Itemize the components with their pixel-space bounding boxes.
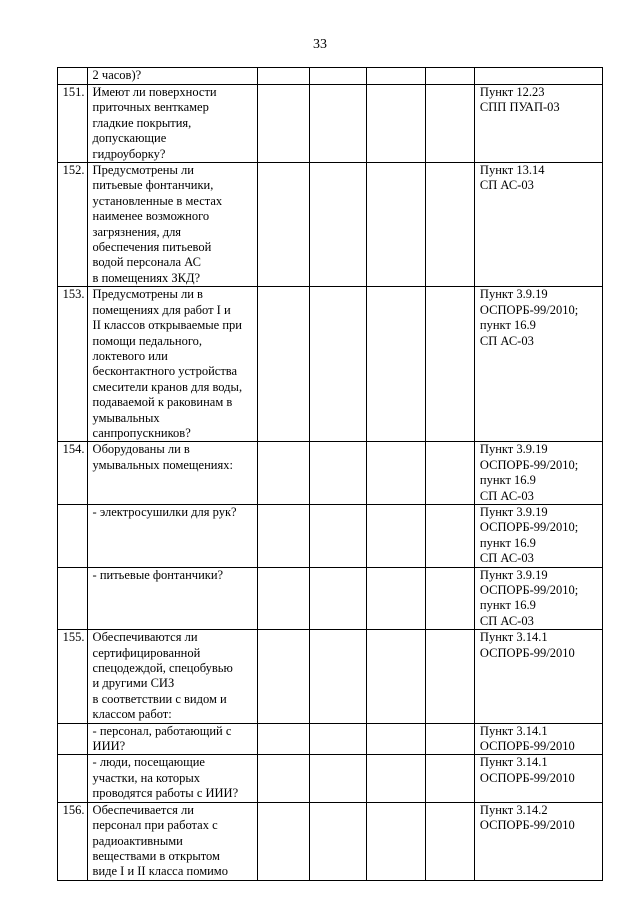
- row-number: 152.: [58, 163, 88, 287]
- reference-cell: Пункт 12.23 СПП ПУАП-03: [474, 85, 602, 163]
- answer-cell-na: [366, 504, 425, 567]
- question-cell: - персонал, работающий с ИИИ?: [87, 723, 258, 755]
- row-number: [58, 755, 88, 802]
- reference-cell: Пункт 13.14 СП АС-03: [474, 163, 602, 287]
- answer-cell-no: [309, 68, 366, 85]
- table-row: [58, 567, 603, 630]
- reference-cell: Пункт 3.9.19 ОСПОРБ-99/2010; пункт 16.9 СП АС-03: [474, 442, 602, 505]
- reference-cell: Пункт 3.9.19 ОСПОРБ-99/2010; пункт 16.9 СП АС-03: [474, 287, 602, 442]
- page-number: 33: [313, 37, 327, 52]
- answer-cell-na: [366, 723, 425, 755]
- question-cell: Обеспечиваются ли сертифицированной спецодеждой, спецобувью и другими СИЗ в соответствии с видом и классом работ:: [87, 630, 258, 723]
- answer-cell-yes: [258, 567, 309, 630]
- answer-cell-na: [366, 802, 425, 880]
- reference-cell: Пункт 3.14.1 ОСПОРБ-99/2010: [474, 755, 602, 802]
- reference-cell: Пункт 3.14.1 ОСПОРБ-99/2010: [474, 723, 602, 755]
- row-number: [58, 723, 88, 755]
- answer-cell-no: [309, 504, 366, 567]
- table-row: [58, 723, 603, 755]
- reference-cell: Пункт 3.9.19 ОСПОРБ-99/2010; пункт 16.9 СП АС-03: [474, 567, 602, 630]
- answer-cell-na: [366, 85, 425, 163]
- answer-cell-no: [309, 723, 366, 755]
- answer-cell-na: [366, 287, 425, 442]
- table-row: [58, 68, 603, 85]
- answer-cell-na: [366, 567, 425, 630]
- reference-cell: Пункт 3.9.19 ОСПОРБ-99/2010; пункт 16.9 СП АС-03: [474, 504, 602, 567]
- question-cell: Предусмотрены ли питьевые фонтанчики, установленные в местах наименее возможного загрязнения, для обеспечения питьевой водой персонала АС в помещениях ЗКД?: [87, 163, 258, 287]
- answer-cell-yes: [258, 630, 309, 723]
- question-cell: 2 часов)?: [87, 68, 258, 85]
- question-cell: Имеют ли поверхности приточных венткамер гладкие покрытия, допускающие гидроуборку?: [87, 85, 258, 163]
- table-row: [58, 287, 603, 442]
- answer-cell-no: [309, 287, 366, 442]
- answer-cell-no: [309, 163, 366, 287]
- table-row: [58, 755, 603, 802]
- answer-cell-no: [309, 802, 366, 880]
- answer-cell-no: [309, 755, 366, 802]
- answer-cell-yes: [258, 442, 309, 505]
- row-number: [58, 504, 88, 567]
- answer-cell-extra: [425, 630, 474, 723]
- reference-cell: Пункт 3.14.2 ОСПОРБ-99/2010: [474, 802, 602, 880]
- answer-cell-yes: [258, 68, 309, 85]
- answer-cell-extra: [425, 163, 474, 287]
- row-number: 156.: [58, 802, 88, 880]
- answer-cell-no: [309, 85, 366, 163]
- answer-cell-yes: [258, 85, 309, 163]
- answer-cell-extra: [425, 802, 474, 880]
- table-row: [58, 630, 603, 723]
- question-cell: Предусмотрены ли в помещениях для работ I и II классов открываемые при помощи педального, локтевого или бесконтактного устройства смесители кранов для воды, подаваемой к раковинам в умывальных санпропускников?: [87, 287, 258, 442]
- answer-cell-yes: [258, 287, 309, 442]
- answer-cell-extra: [425, 567, 474, 630]
- answer-cell-extra: [425, 68, 474, 85]
- reference-cell: Пункт 3.14.1 ОСПОРБ-99/2010: [474, 630, 602, 723]
- answer-cell-na: [366, 68, 425, 85]
- answer-cell-no: [309, 442, 366, 505]
- answer-cell-yes: [258, 163, 309, 287]
- answer-cell-no: [309, 567, 366, 630]
- answer-cell-no: [309, 630, 366, 723]
- table-row: [58, 163, 603, 287]
- answer-cell-yes: [258, 723, 309, 755]
- row-number: 155.: [58, 630, 88, 723]
- question-cell: - электросушилки для рук?: [87, 504, 258, 567]
- answer-cell-na: [366, 442, 425, 505]
- answer-cell-na: [366, 163, 425, 287]
- answer-cell-extra: [425, 442, 474, 505]
- question-cell: Обеспечивается ли персонал при работах с радиоактивными веществами в открытом виде I и II класса помимо: [87, 802, 258, 880]
- answer-cell-yes: [258, 504, 309, 567]
- row-number: [58, 68, 88, 85]
- checklist-table: [57, 67, 603, 881]
- row-number: 151.: [58, 85, 88, 163]
- question-cell: - питьевые фонтанчики?: [87, 567, 258, 630]
- question-cell: Оборудованы ли в умывальных помещениях:: [87, 442, 258, 505]
- answer-cell-yes: [258, 802, 309, 880]
- answer-cell-extra: [425, 287, 474, 442]
- reference-cell: [474, 68, 602, 85]
- table-row: [58, 802, 603, 880]
- row-number: 153.: [58, 287, 88, 442]
- table-row: [58, 504, 603, 567]
- answer-cell-yes: [258, 755, 309, 802]
- answer-cell-na: [366, 755, 425, 802]
- row-number: 154.: [58, 442, 88, 505]
- answer-cell-extra: [425, 723, 474, 755]
- answer-cell-extra: [425, 504, 474, 567]
- table-row: [58, 85, 603, 163]
- answer-cell-extra: [425, 85, 474, 163]
- question-cell: - люди, посещающие участки, на которых проводятся работы с ИИИ?: [87, 755, 258, 802]
- answer-cell-extra: [425, 755, 474, 802]
- answer-cell-na: [366, 630, 425, 723]
- table-row: [58, 442, 603, 505]
- row-number: [58, 567, 88, 630]
